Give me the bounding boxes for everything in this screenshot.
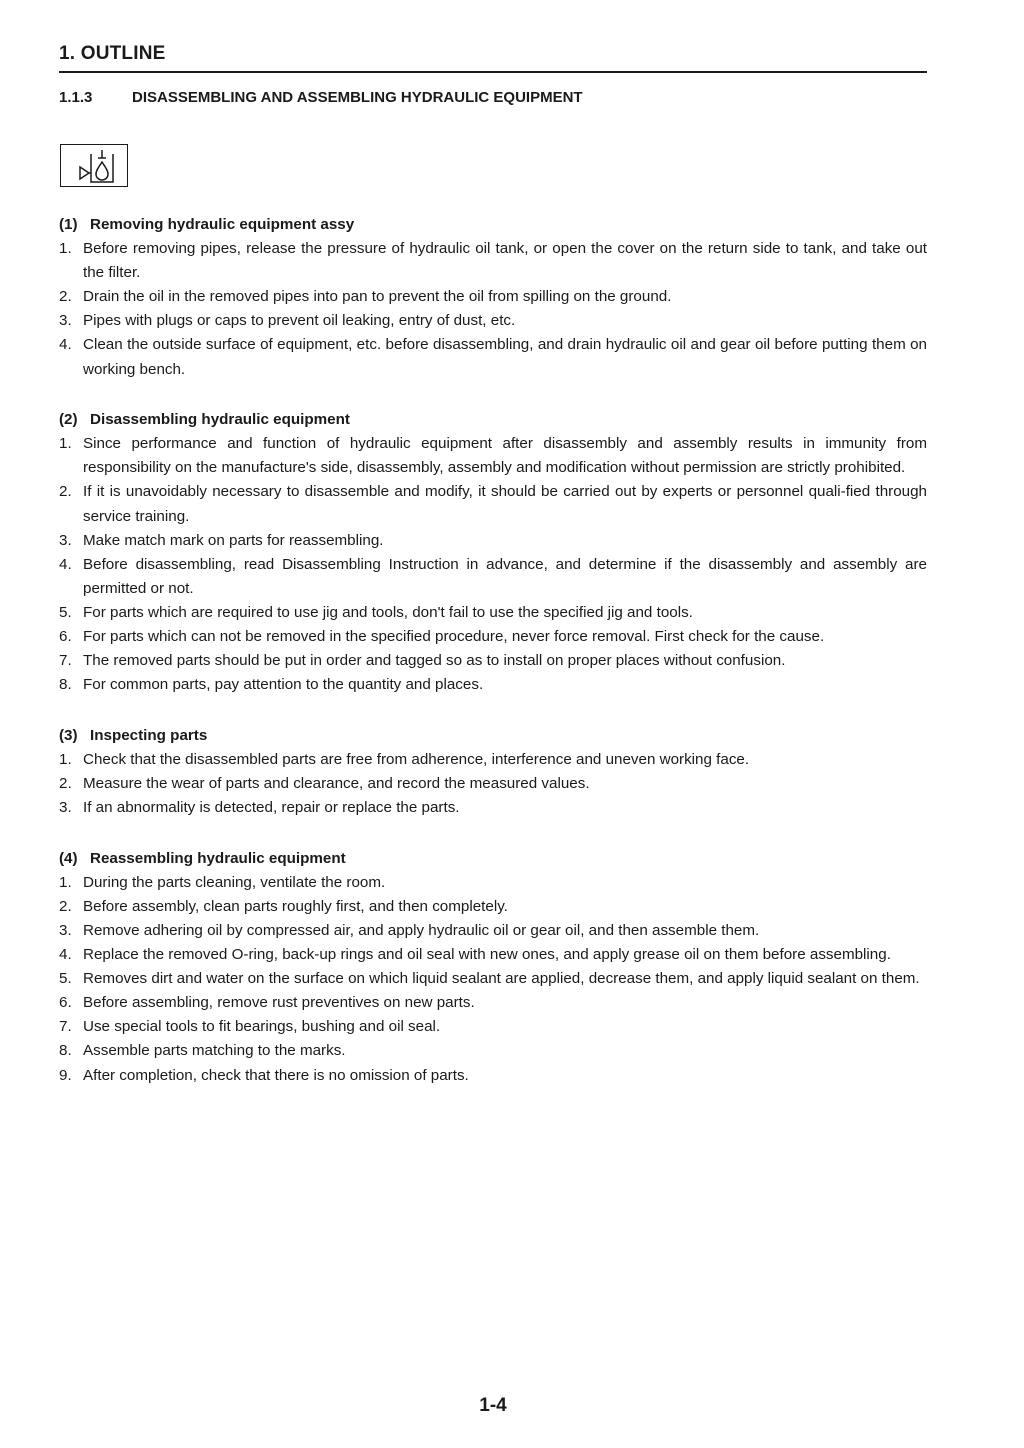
- step-number: 3.: [59, 799, 72, 817]
- section-number: 1.1.3: [59, 89, 93, 106]
- step-number: 1.: [59, 750, 72, 768]
- list-item: [59, 772, 927, 796]
- step-text: For parts which can not be removed in the specified procedure, never force removal. First check for the cause.: [83, 628, 825, 645]
- step-number: 2.: [59, 897, 72, 915]
- step-number: 4.: [59, 555, 72, 573]
- chapter-title: 1. OUTLINE: [59, 43, 166, 64]
- step-number: 6.: [59, 628, 72, 645]
- list-item: [59, 529, 927, 553]
- chapter-divider: [59, 71, 927, 73]
- step-text: Before disassembling, read Disassembling Instruction in advance, and determine if the disassembly and assembly are permitted or not.: [83, 555, 927, 597]
- step-text: Remove adhering oil by compressed air, and apply hydraulic oil or gear oil, and then assemble them.: [83, 921, 760, 939]
- step-text: If it is unavoidably necessary to disassemble and modify, it should be carried out by experts or personnel quali-fied through service training.: [83, 483, 927, 525]
- step-number: 9.: [59, 1066, 72, 1084]
- list-item: [59, 1015, 927, 1039]
- list-item: [59, 553, 927, 601]
- page-number: 1-4: [479, 1395, 507, 1416]
- step-text: Before assembling, remove rust preventives on new parts.: [83, 994, 475, 1012]
- step-text: Make match mark on parts for reassembling.: [83, 531, 384, 549]
- section-title: DISASSEMBLING AND ASSEMBLING HYDRAULIC EQUIPMENT: [132, 89, 583, 106]
- list-item: [59, 333, 927, 381]
- procedure-content: [59, 213, 927, 1114]
- step-text: Replace the removed O-ring, back-up rings and oil seal with new ones, and apply grease oil on them before assembling.: [83, 946, 891, 964]
- step-number: 6.: [59, 994, 72, 1012]
- step-number: 4.: [59, 336, 72, 354]
- subsection-tag: (3): [59, 726, 78, 744]
- step-number: 7.: [59, 1018, 72, 1036]
- subsection-title-text: Reassembling hydraulic equipment: [90, 849, 346, 867]
- list-item: [59, 967, 927, 991]
- list-item: [59, 673, 927, 697]
- list-item: [59, 748, 927, 772]
- step-list: [59, 748, 927, 820]
- subsection-removing: [59, 213, 927, 382]
- step-text: Removes dirt and water on the surface on which liquid sealant are applied, decrease them, and apply liquid sealant on them.: [83, 970, 920, 988]
- step-number: 1.: [59, 435, 72, 453]
- step-list: [59, 432, 927, 697]
- list-item: [59, 237, 927, 285]
- step-number: 5.: [59, 603, 72, 621]
- step-number: 1.: [59, 873, 72, 891]
- step-number: 8.: [59, 676, 72, 694]
- list-item: [59, 649, 927, 673]
- subsection-tag: (4): [59, 849, 78, 867]
- step-text: During the parts cleaning, ventilate the room.: [83, 873, 386, 891]
- hydraulic-oil-icon: [60, 144, 128, 187]
- list-item: [59, 625, 927, 649]
- subsection-title: [59, 408, 927, 432]
- step-number: 5.: [59, 970, 72, 988]
- list-item: [59, 432, 927, 480]
- step-number: 4.: [59, 946, 72, 964]
- step-number: 3.: [59, 921, 72, 939]
- step-text: Assemble parts matching to the marks.: [83, 1042, 346, 1060]
- step-number: 7.: [59, 652, 72, 670]
- step-text: Use special tools to fit bearings, bushing and oil seal.: [83, 1018, 441, 1036]
- list-item: [59, 1039, 927, 1063]
- step-list: [59, 237, 927, 382]
- list-item: [59, 601, 927, 625]
- list-item: [59, 943, 927, 967]
- subsection-title-text: Removing hydraulic equipment assy: [90, 216, 355, 233]
- subsection-inspecting: [59, 724, 927, 820]
- step-text: For common parts, pay attention to the quantity and places.: [83, 676, 484, 694]
- subsection-title: [59, 847, 927, 871]
- list-item: [59, 285, 927, 309]
- step-text: Before assembly, clean parts roughly first, and then completely.: [83, 897, 508, 915]
- list-item: [59, 480, 927, 528]
- list-item: [59, 991, 927, 1015]
- step-number: 2.: [59, 483, 72, 501]
- list-item: [59, 309, 927, 333]
- step-text: After completion, check that there is no omission of parts.: [83, 1066, 469, 1084]
- subsection-reassembling: [59, 847, 927, 1088]
- step-number: 1.: [59, 240, 72, 258]
- step-text: The removed parts should be put in order and tagged so as to install on proper places without confusion.: [83, 652, 786, 670]
- list-item: [59, 895, 927, 919]
- step-number: 8.: [59, 1042, 72, 1060]
- step-text: If an abnormality is detected, repair or replace the parts.: [83, 799, 460, 817]
- step-list: [59, 871, 927, 1088]
- step-text: Since performance and function of hydraulic equipment after disassembly and assembly results in immunity from responsibility on the manufacture's side, disassembly, assembly and modification without permission are strictly prohibited.: [83, 435, 927, 477]
- subsection-title-text: Inspecting parts: [90, 726, 208, 744]
- step-number: 3.: [59, 312, 72, 330]
- list-item: [59, 796, 927, 820]
- step-text: Measure the wear of parts and clearance, and record the measured values.: [83, 774, 590, 792]
- step-text: Check that the disassembled parts are free from adherence, interference and uneven working face.: [83, 750, 750, 768]
- subsection-title: [59, 724, 927, 748]
- step-number: 3.: [59, 531, 72, 549]
- step-text: Clean the outside surface of equipment, etc. before disassembling, and drain hydraulic oil and gear oil before putting them on working bench.: [83, 336, 927, 378]
- subsection-disassembling: [59, 408, 927, 697]
- section-heading: [59, 89, 583, 106]
- step-number: 2.: [59, 774, 72, 792]
- subsection-tag: (1): [59, 216, 78, 233]
- subsection-title: [59, 213, 927, 237]
- subsection-tag: (2): [59, 411, 78, 429]
- step-text: Pipes with plugs or caps to prevent oil leaking, entry of dust, etc.: [83, 312, 516, 330]
- list-item: [59, 919, 927, 943]
- step-text: Before removing pipes, release the pressure of hydraulic oil tank, or open the cover on the return side to tank, and take out the filter.: [83, 240, 927, 282]
- step-text: Drain the oil in the removed pipes into pan to prevent the oil from spilling on the ground.: [83, 288, 672, 306]
- step-number: 2.: [59, 288, 72, 306]
- subsection-title-text: Disassembling hydraulic equipment: [90, 411, 350, 429]
- list-item: [59, 871, 927, 895]
- step-text: For parts which are required to use jig and tools, don't fail to use the specified jig and tools.: [83, 603, 693, 621]
- list-item: [59, 1064, 927, 1088]
